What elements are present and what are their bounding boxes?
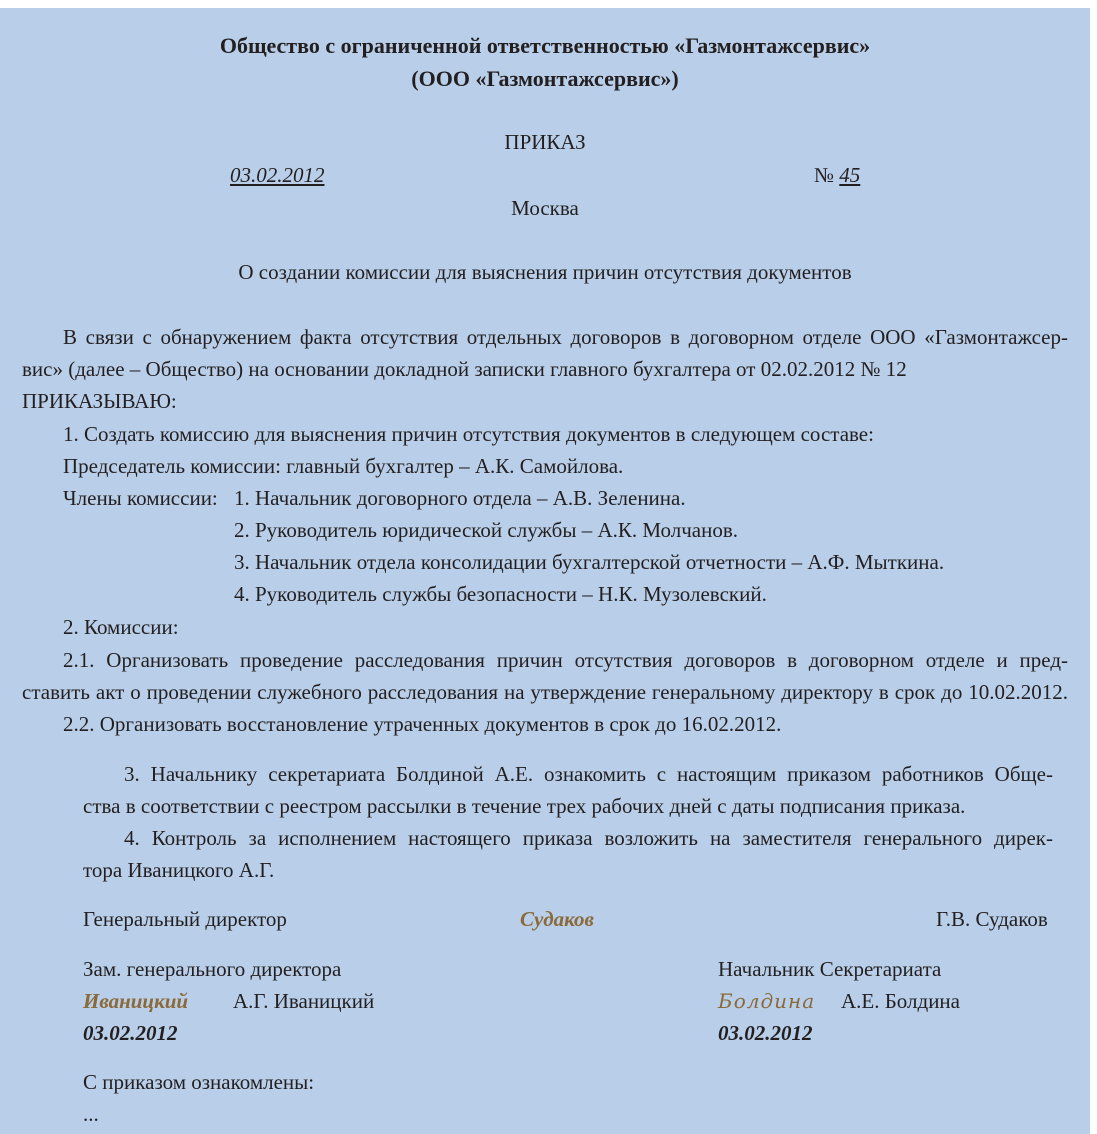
intro-line-2: вис» (далее – Общество) на основании докладной записки главного бухгалтера от 02.02.2012 № 12 bbox=[22, 357, 907, 381]
doc-number bbox=[814, 159, 860, 191]
secretary-title: Начальник Секретариата bbox=[718, 957, 942, 981]
member-3: 3. Начальник отдела консолидации бухгалтерской отчетности – А.Ф. Мыткина. bbox=[234, 550, 945, 574]
order-word: ПРИКАЗЫВАЮ: bbox=[22, 389, 177, 413]
order-document bbox=[0, 8, 1090, 1134]
acquainted-label: С приказом ознакомлены: bbox=[83, 1070, 315, 1094]
number-label: № bbox=[814, 163, 835, 187]
director-signature: Судаков bbox=[520, 907, 594, 931]
org-short-name: (ООО «Газмонтажсервис») bbox=[411, 66, 679, 91]
secretary-date: 03.02.2012 bbox=[718, 1021, 813, 1045]
item-2-2: 2.2. Организовать восстановление утраченных документов в срок до 16.02.2012. bbox=[63, 712, 782, 736]
director-title: Генеральный директор bbox=[83, 907, 287, 931]
deputy-date: 03.02.2012 bbox=[83, 1021, 178, 1045]
deputy-signature: Иваницкий bbox=[83, 989, 189, 1013]
item-4-line-2: тора Иваницкого А.Г. bbox=[83, 858, 275, 882]
secretary-name: А.Е. Болдина bbox=[841, 989, 960, 1013]
doc-subject: О создании комиссии для выяснения причин отсутствия документов bbox=[238, 260, 852, 284]
item-3-line-1: 3. Начальнику секретариата Болдиной А.Е. ознакомить с настоящим приказом работников Обще- bbox=[124, 762, 1053, 786]
item-3-line-2: ства в соответствии с реестром рассылки в течение трех рабочих дней с даты подписания приказа. bbox=[83, 794, 966, 818]
members-label: Члены комиссии: bbox=[63, 486, 218, 510]
doc-date: 03.02.2012 bbox=[230, 163, 325, 187]
org-full-name: Общество с ограниченной ответственностью «Газмонтажсервис» bbox=[219, 33, 871, 58]
director-name: Г.В. Судаков bbox=[936, 907, 1048, 931]
doc-city: Москва bbox=[511, 196, 579, 220]
item-2-1-line-1: 2.1. Организовать проведение расследования причин отсутствия договоров в договорном отделе и пред- bbox=[63, 648, 1068, 672]
doc-type: ПРИКАЗ bbox=[504, 130, 586, 154]
member-2: 2. Руководитель юридической службы – А.К. Молчанов. bbox=[234, 518, 739, 542]
secretary-signature: Болдина bbox=[718, 989, 816, 1013]
item-2-1-line-2: ставить акт о проведении служебного расследования на утверждение генеральному директору в срок до 10.02.2012. bbox=[22, 680, 1068, 704]
item-4-line-1: 4. Контроль за исполнением настоящего приказа возложить на заместителя генерального дирек- bbox=[124, 826, 1053, 850]
acquainted-ellipsis: ... bbox=[83, 1102, 99, 1126]
item-2: 2. Комиссии: bbox=[63, 615, 179, 639]
deputy-name: А.Г. Иваницкий bbox=[233, 989, 375, 1013]
number-value: 45 bbox=[839, 163, 861, 187]
member-1: 1. Начальник договорного отдела – А.В. Зеленина. bbox=[234, 486, 686, 510]
member-4: 4. Руководитель службы безопасности – Н.К. Музолевский. bbox=[234, 582, 767, 606]
intro-line-1: В связи с обнаружением факта отсутствия отдельных договоров в договорном отделе ООО «Газмонтажсер- bbox=[63, 325, 1068, 349]
item-1: 1. Создать комиссию для выяснения причин отсутствия документов в следующем составе: bbox=[63, 422, 874, 446]
commission-chair: Председатель комиссии: главный бухгалтер – А.К. Самойлова. bbox=[63, 454, 624, 478]
deputy-title: Зам. генерального директора bbox=[83, 957, 342, 981]
